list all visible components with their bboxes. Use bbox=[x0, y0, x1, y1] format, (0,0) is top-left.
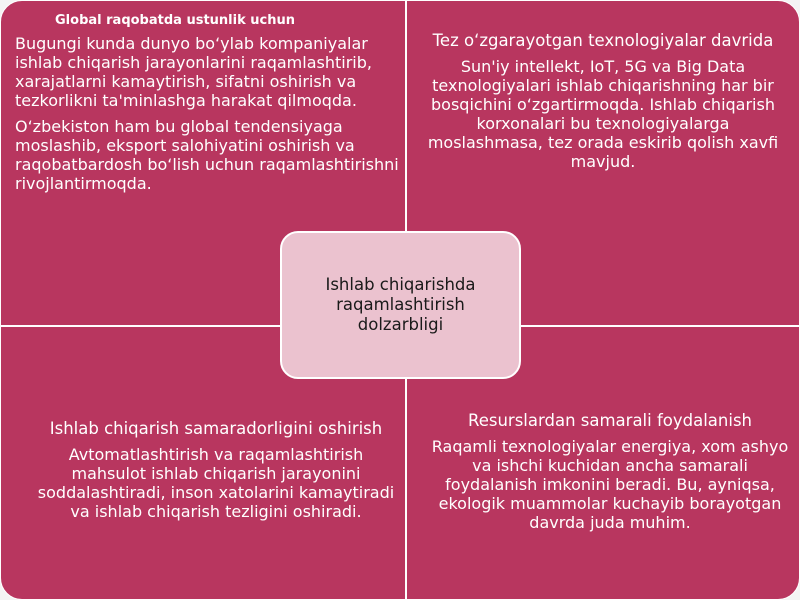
center-topic-box bbox=[280, 231, 521, 379]
quadrant-bottom-left-body: Avtomatlashtirish va raqamlashtirish mahsulot ishlab chiqarish jarayonini soddalashtiradi, inson xatolarini kamaytiradi va ishlab chiqarish tezligini oshiradi. bbox=[37, 445, 395, 521]
quadrant-bottom-right-heading: Resurslardan samarali foydalanish bbox=[467, 411, 753, 430]
quadrant-bottom-right-body: Raqamli texnologiyalar energiya, xom ashyo va ishchi kuchidan ancha samarali foydalanish imkonini beradi. Bu, ayniqsa, ekologik muammolar kuchayib borayotgan davrda juda muhim. bbox=[431, 437, 789, 532]
quadrant-bottom-left-heading: Ishlab chiqarish samaradorligini oshirish bbox=[49, 419, 383, 438]
quadrant-top-left-paragraph-2: O‘zbekiston ham bu global tendensiyaga moslashib, eksport salohiyatini oshirish va raqobatbardosh bo‘lish uchun raqamlashtirishni rivojlantirmoqda. bbox=[15, 117, 399, 193]
quadrant-bottom-left-content bbox=[31, 419, 401, 528]
quadrant-top-right-heading: Tez o‘zgarayotgan texnologiyalar davrida bbox=[432, 31, 774, 50]
quadrant-top-left-content bbox=[15, 13, 405, 200]
quadrant-top-left-paragraph-1: Bugungi kunda dunyo bo‘ylab kompaniyalar ishlab chiqarish jarayonlarini raqamlashtirib, xarajatlarni kamaytirish, sifatni oshirish va tezkorlikni ta'minlashga harakat qilmoqda. bbox=[15, 34, 372, 110]
quadrant-bottom-right-content bbox=[429, 411, 791, 539]
center-topic-label: Ishlab chiqarishda raqamlashtirish dolzarbligi bbox=[325, 275, 476, 334]
quadrant-top-right-content bbox=[425, 31, 781, 178]
quadrant-top-left-heading: Global raqobatda ustunlik uchun bbox=[55, 13, 295, 28]
quadrant-top-right-body: Sun'iy intellekt, IoT, 5G va Big Data texnologiyalari ishlab chiqarishning har bir bosqichini o‘zgartirmoqda. Ishlab chiqarish korxonalari bu texnologiyalarga moslashmasa, tez orada eskirib qolish xavfi mavjud. bbox=[427, 57, 779, 171]
